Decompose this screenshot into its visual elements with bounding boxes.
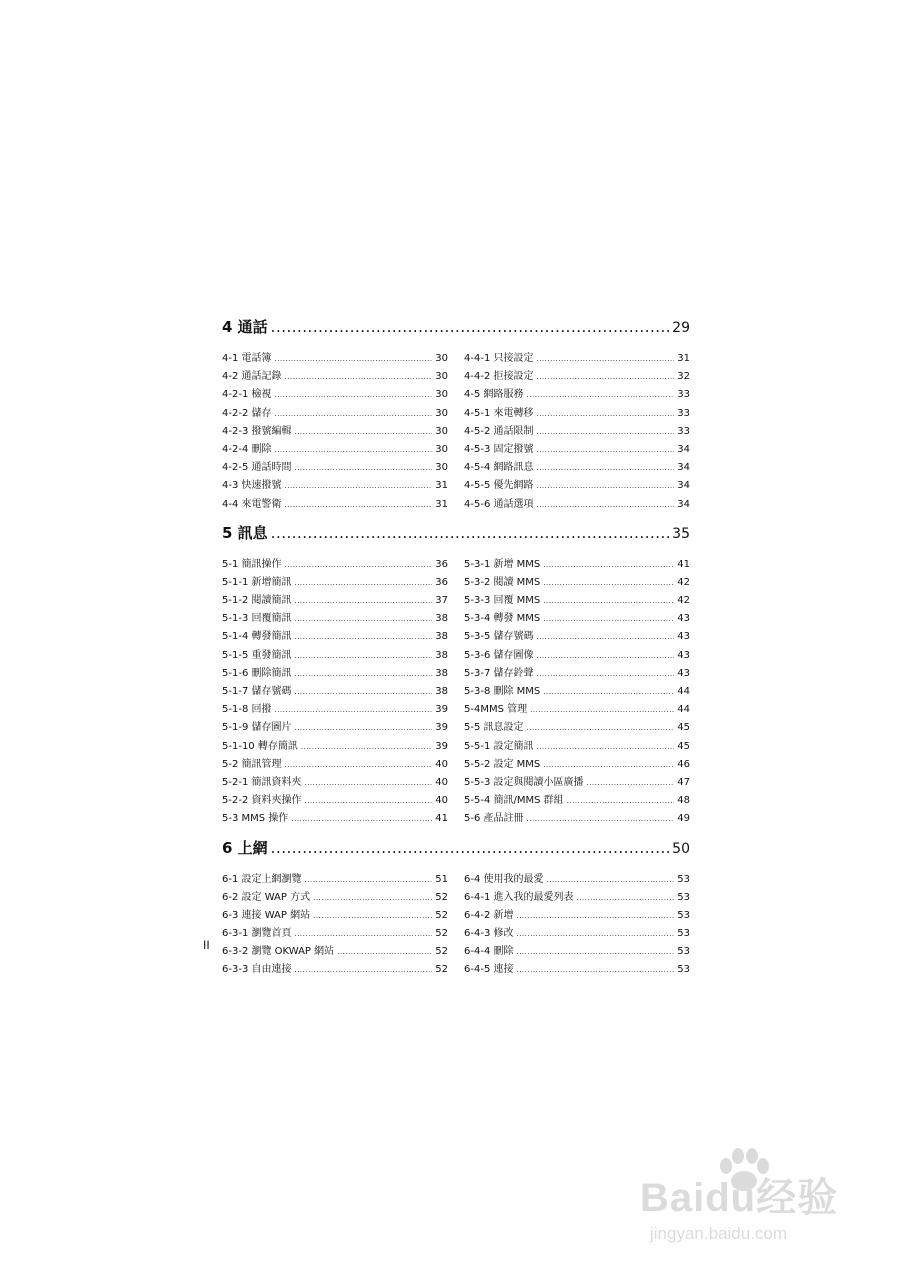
table-of-contents bbox=[222, 316, 690, 988]
leader-dots bbox=[536, 423, 674, 441]
entry-page: 34 bbox=[677, 498, 690, 510]
toc-entry bbox=[222, 925, 448, 943]
toc-entry bbox=[222, 628, 448, 646]
entry-page: 39 bbox=[435, 704, 448, 716]
toc-entry bbox=[464, 647, 690, 665]
entry-title: 5-3-1 新增 MMS bbox=[464, 558, 541, 570]
toc-entry bbox=[222, 477, 448, 495]
leader-dots bbox=[285, 496, 433, 514]
entry-title: 4-2-4 刪除 bbox=[222, 443, 272, 455]
entry-page: 43 bbox=[677, 613, 690, 625]
entry-title: 5-3-2 閱讀 MMS bbox=[464, 576, 541, 588]
watermark-brand: Baidu经验 bbox=[640, 1176, 839, 1220]
entry-title: 5-1 簡訊操作 bbox=[222, 558, 282, 570]
entry-title: 5-1-7 儲存號碼 bbox=[222, 686, 292, 697]
entry-page: 44 bbox=[677, 704, 690, 716]
toc-entry bbox=[222, 792, 448, 810]
leader-dots bbox=[294, 647, 432, 665]
entry-title: 4-5 網路服務 bbox=[464, 389, 524, 401]
entry-page: 38 bbox=[435, 667, 448, 679]
leader-dots bbox=[294, 592, 432, 610]
leader-dots bbox=[536, 477, 674, 495]
leader-dots bbox=[285, 368, 433, 386]
entry-page: 43 bbox=[677, 649, 690, 661]
entry-page: 38 bbox=[435, 631, 448, 643]
leader-dots bbox=[313, 907, 432, 925]
entry-page: 46 bbox=[677, 758, 690, 770]
entry-page: 30 bbox=[435, 462, 448, 474]
entry-title: 6-4-1 進入我的最愛列表 bbox=[464, 891, 574, 903]
leader-dots bbox=[536, 496, 674, 514]
entry-title: 5-5-4 簡訊/MMS 群組 bbox=[464, 795, 564, 807]
entry-title: 4-2-5 通話時間 bbox=[222, 462, 292, 474]
entry-title: 6-4-2 新增 bbox=[464, 909, 514, 921]
entry-page: 40 bbox=[435, 776, 448, 788]
entry-title: 5-1-10 轉存簡訊 bbox=[222, 740, 298, 752]
entry-title: 5-5 訊息設定 bbox=[464, 722, 524, 734]
entry-page: 45 bbox=[677, 740, 690, 752]
entry-title: 4-2-3 撥號編輯 bbox=[222, 425, 292, 437]
toc-entry bbox=[464, 477, 690, 495]
entry-page: 36 bbox=[435, 558, 448, 570]
toc-entry bbox=[464, 350, 690, 368]
toc-entry bbox=[464, 683, 690, 701]
leader-dots bbox=[274, 386, 432, 404]
entry-page: 41 bbox=[677, 558, 690, 570]
toc-entry bbox=[222, 907, 448, 925]
toc-entry bbox=[222, 368, 448, 386]
leader-dots bbox=[274, 701, 432, 719]
entry-title: 5-1-5 重發簡訊 bbox=[222, 649, 292, 661]
toc-entry bbox=[222, 774, 448, 792]
entry-title: 4-5-2 通話限制 bbox=[464, 425, 534, 437]
entry-page: 45 bbox=[677, 722, 690, 734]
entry-title: 5-3-3 回覆 MMS bbox=[464, 595, 541, 607]
entry-page: 41 bbox=[435, 813, 448, 825]
entry-title: 5-1-6 刪除簡訊 bbox=[222, 667, 292, 679]
entry-page: 37 bbox=[435, 595, 448, 607]
leader-dots bbox=[586, 774, 674, 792]
leader-dots bbox=[274, 405, 432, 423]
leader-dots bbox=[516, 961, 674, 979]
leader-dots bbox=[274, 441, 432, 459]
toc-entry bbox=[464, 925, 690, 943]
chapter-page: 50 bbox=[672, 840, 690, 857]
toc-entry bbox=[464, 556, 690, 574]
entry-title: 4-4-2 拒接設定 bbox=[464, 371, 534, 383]
leader-dots bbox=[294, 961, 432, 979]
entry-page: 30 bbox=[435, 371, 448, 383]
entry-page: 53 bbox=[677, 909, 690, 921]
entry-page: 30 bbox=[435, 407, 448, 419]
leader-dots bbox=[271, 839, 670, 857]
leader-dots bbox=[536, 738, 674, 756]
entry-page: 33 bbox=[677, 389, 690, 401]
entry-title: 5-3-6 儲存圖像 bbox=[464, 649, 534, 661]
entry-title: 4-1 電話簿 bbox=[222, 353, 272, 364]
entry-title: 5-2-1 簡訊資料夾 bbox=[222, 776, 302, 788]
entry-title: 5-5-3 設定與閱讀小區廣播 bbox=[464, 776, 584, 788]
toc-entry bbox=[464, 774, 690, 792]
chapter-entries bbox=[222, 350, 690, 514]
leader-dots bbox=[516, 943, 674, 961]
entry-title: 4-5-3 固定撥號 bbox=[464, 443, 534, 455]
entry-page: 39 bbox=[435, 722, 448, 734]
leader-dots bbox=[536, 441, 674, 459]
entry-page: 52 bbox=[435, 946, 448, 958]
toc-entry bbox=[464, 496, 690, 514]
chapter-page: 29 bbox=[672, 320, 690, 336]
toc-entry bbox=[464, 792, 690, 810]
entry-page: 53 bbox=[677, 873, 690, 885]
toc-entry bbox=[222, 423, 448, 441]
entry-title: 5-1-3 回覆簡訊 bbox=[222, 613, 292, 625]
chapter-heading bbox=[222, 837, 690, 859]
entry-page: 48 bbox=[677, 795, 690, 807]
leader-dots bbox=[543, 683, 674, 701]
leader-dots bbox=[304, 792, 432, 810]
chapter-entries bbox=[222, 556, 690, 829]
leader-dots bbox=[516, 925, 674, 943]
toc-entry bbox=[222, 871, 448, 889]
entry-page: 38 bbox=[435, 686, 448, 697]
toc-entry bbox=[222, 665, 448, 683]
leader-dots bbox=[543, 610, 674, 628]
entry-title: 6-4 使用我的最愛 bbox=[464, 873, 544, 885]
leader-dots bbox=[337, 943, 432, 961]
toc-entry bbox=[464, 610, 690, 628]
chapter-title: 6 上網 bbox=[222, 838, 268, 857]
entry-page: 51 bbox=[435, 873, 448, 885]
entry-page: 53 bbox=[677, 964, 690, 976]
toc-entry bbox=[464, 441, 690, 459]
entry-title: 5-3-7 儲存鈴聲 bbox=[464, 667, 534, 679]
entry-page: 52 bbox=[435, 909, 448, 921]
entry-title: 6-1 設定上網瀏覽 bbox=[222, 873, 302, 885]
leader-dots bbox=[285, 556, 433, 574]
entry-page: 32 bbox=[677, 371, 690, 383]
toc-entry bbox=[222, 610, 448, 628]
entry-page: 52 bbox=[435, 928, 448, 940]
leader-dots bbox=[536, 647, 674, 665]
entry-page: 42 bbox=[677, 595, 690, 607]
toc-entry bbox=[464, 459, 690, 477]
entry-title: 6-2 設定 WAP 方式 bbox=[222, 891, 311, 903]
entry-title: 4-3 快速撥號 bbox=[222, 480, 282, 492]
leader-dots bbox=[294, 628, 432, 646]
entry-title: 5-3-4 轉發 MMS bbox=[464, 613, 541, 625]
entry-page: 31 bbox=[435, 480, 448, 492]
toc-entry bbox=[464, 719, 690, 737]
chapter-page: 35 bbox=[672, 525, 690, 542]
toc-entry bbox=[222, 756, 448, 774]
leader-dots bbox=[576, 889, 674, 907]
toc-entry bbox=[464, 574, 690, 592]
entry-title: 4-4-1 只接設定 bbox=[464, 353, 534, 364]
leader-dots bbox=[527, 810, 675, 828]
entry-page: 53 bbox=[677, 946, 690, 958]
toc-entry bbox=[222, 701, 448, 719]
leader-dots bbox=[536, 459, 674, 477]
leader-dots bbox=[304, 774, 432, 792]
chapter-heading bbox=[222, 316, 690, 338]
toc-entry bbox=[464, 423, 690, 441]
toc-entry bbox=[222, 459, 448, 477]
toc-entry bbox=[222, 961, 448, 979]
entry-page: 53 bbox=[677, 891, 690, 903]
chapter-title: 5 訊息 bbox=[222, 523, 268, 542]
leader-dots bbox=[271, 318, 670, 336]
leader-dots bbox=[536, 368, 674, 386]
entry-page: 30 bbox=[435, 389, 448, 401]
entry-title: 4-4 來電警衛 bbox=[222, 498, 282, 510]
entry-title: 5-3-8 刪除 MMS bbox=[464, 686, 541, 697]
toc-entry bbox=[464, 405, 690, 423]
baidu-watermark bbox=[640, 1148, 880, 1258]
toc-entry bbox=[222, 556, 448, 574]
entry-page: 30 bbox=[435, 353, 448, 364]
leader-dots bbox=[543, 574, 674, 592]
leader-dots bbox=[301, 738, 432, 756]
leader-dots bbox=[275, 350, 433, 368]
leader-dots bbox=[516, 907, 674, 925]
entry-title: 4-2-2 儲存 bbox=[222, 407, 272, 419]
leader-dots bbox=[294, 683, 432, 701]
entry-title: 5-5-1 設定簡訊 bbox=[464, 740, 534, 752]
entry-title: 5-3 MMS 操作 bbox=[222, 813, 289, 825]
toc-entry bbox=[464, 738, 690, 756]
toc-entry bbox=[464, 889, 690, 907]
leader-dots bbox=[294, 665, 432, 683]
toc-entry bbox=[222, 405, 448, 423]
leader-dots bbox=[313, 889, 432, 907]
toc-entry bbox=[222, 574, 448, 592]
toc-entry bbox=[464, 592, 690, 610]
entry-page: 43 bbox=[677, 667, 690, 679]
entry-title: 5-1-1 新增簡訊 bbox=[222, 576, 292, 588]
leader-dots bbox=[536, 665, 674, 683]
leader-dots bbox=[305, 871, 433, 889]
entry-page: 52 bbox=[435, 891, 448, 903]
entry-page: 30 bbox=[435, 425, 448, 437]
toc-entry bbox=[222, 738, 448, 756]
entry-title: 5-4MMS 管理 bbox=[464, 704, 528, 716]
entry-title: 4-5-6 通話選項 bbox=[464, 498, 534, 510]
entry-title: 4-2 通話記錄 bbox=[222, 371, 282, 383]
leader-dots bbox=[527, 719, 675, 737]
toc-entry bbox=[464, 943, 690, 961]
entry-page: 31 bbox=[677, 353, 690, 364]
leader-dots bbox=[285, 756, 433, 774]
entry-title: 6-3-1 瀏覽首頁 bbox=[222, 928, 292, 940]
entry-title: 5-2 簡訊管理 bbox=[222, 758, 282, 770]
leader-dots bbox=[536, 405, 674, 423]
entry-page: 34 bbox=[677, 443, 690, 455]
leader-dots bbox=[527, 386, 675, 404]
leader-dots bbox=[543, 756, 674, 774]
entry-page: 38 bbox=[435, 613, 448, 625]
toc-entry bbox=[464, 701, 690, 719]
leader-dots bbox=[294, 459, 432, 477]
entry-page: 39 bbox=[435, 740, 448, 752]
toc-entry bbox=[222, 441, 448, 459]
entry-title: 4-5-1 來電轉移 bbox=[464, 407, 534, 419]
toc-entry bbox=[222, 647, 448, 665]
toc-entry bbox=[222, 943, 448, 961]
toc-entry bbox=[464, 810, 690, 828]
entry-page: 49 bbox=[677, 813, 690, 825]
watermark-url: jingyan.baidu.com bbox=[650, 1224, 788, 1243]
entry-title: 6-3-3 自由連接 bbox=[222, 964, 292, 976]
entry-page: 40 bbox=[435, 758, 448, 770]
toc-entry bbox=[222, 810, 448, 828]
leader-dots bbox=[291, 810, 432, 828]
entry-page: 52 bbox=[435, 964, 448, 976]
entry-title: 5-1-9 儲存圖片 bbox=[222, 722, 292, 734]
toc-entry bbox=[464, 756, 690, 774]
leader-dots bbox=[547, 871, 675, 889]
entry-title: 5-6 產品註冊 bbox=[464, 813, 524, 825]
entry-page: 30 bbox=[435, 443, 448, 455]
toc-entry bbox=[222, 889, 448, 907]
entry-page: 53 bbox=[677, 928, 690, 940]
toc-entry bbox=[464, 961, 690, 979]
toc-entry bbox=[222, 683, 448, 701]
chapter-entries bbox=[222, 871, 690, 980]
leader-dots bbox=[543, 592, 674, 610]
toc-entry bbox=[222, 592, 448, 610]
entry-title: 6-4-4 刪除 bbox=[464, 946, 514, 958]
entry-title: 5-5-2 設定 MMS bbox=[464, 758, 541, 770]
toc-entry bbox=[222, 350, 448, 368]
leader-dots bbox=[536, 350, 674, 368]
entry-title: 4-2-1 檢視 bbox=[222, 389, 272, 401]
entry-title: 6-3-2 瀏覽 OKWAP 網站 bbox=[222, 946, 335, 958]
toc-entry bbox=[464, 628, 690, 646]
entry-title: 5-1-8 回撥 bbox=[222, 704, 272, 716]
chapter-title: 4 通話 bbox=[222, 318, 268, 336]
entry-title: 6-3 連接 WAP 網站 bbox=[222, 909, 311, 921]
leader-dots bbox=[294, 925, 432, 943]
entry-page: 43 bbox=[677, 631, 690, 643]
entry-title: 6-4-3 修改 bbox=[464, 928, 514, 940]
toc-entry bbox=[464, 368, 690, 386]
toc-entry bbox=[464, 871, 690, 889]
leader-dots bbox=[567, 792, 675, 810]
entry-page: 36 bbox=[435, 576, 448, 588]
entry-title: 5-2-2 資料夾操作 bbox=[222, 795, 302, 807]
entry-page: 34 bbox=[677, 462, 690, 474]
leader-dots bbox=[285, 477, 433, 495]
leader-dots bbox=[271, 524, 670, 542]
leader-dots bbox=[294, 610, 432, 628]
toc-entry bbox=[464, 665, 690, 683]
toc-entry bbox=[222, 496, 448, 514]
toc-entry bbox=[222, 719, 448, 737]
leader-dots bbox=[294, 423, 432, 441]
entry-title: 4-5-4 網路訊息 bbox=[464, 462, 534, 474]
chapter-heading bbox=[222, 522, 690, 544]
leader-dots bbox=[530, 701, 674, 719]
entry-page: 33 bbox=[677, 425, 690, 437]
entry-page: 42 bbox=[677, 576, 690, 588]
leader-dots bbox=[543, 556, 674, 574]
page-number: II bbox=[203, 938, 210, 952]
toc-entry bbox=[464, 907, 690, 925]
entry-page: 44 bbox=[677, 686, 690, 697]
leader-dots bbox=[294, 719, 432, 737]
entry-page: 31 bbox=[435, 498, 448, 510]
entry-page: 34 bbox=[677, 480, 690, 492]
leader-dots bbox=[536, 628, 674, 646]
entry-title: 5-1-2 閱讀簡訊 bbox=[222, 595, 292, 607]
leader-dots bbox=[294, 574, 432, 592]
entry-title: 4-5-5 優先網路 bbox=[464, 480, 534, 492]
entry-page: 33 bbox=[677, 407, 690, 419]
entry-page: 40 bbox=[435, 795, 448, 807]
entry-title: 5-3-5 儲存號碼 bbox=[464, 631, 534, 643]
entry-title: 6-4-5 連接 bbox=[464, 964, 514, 976]
entry-page: 38 bbox=[435, 649, 448, 661]
toc-entry bbox=[464, 386, 690, 404]
entry-page: 47 bbox=[677, 776, 690, 788]
toc-entry bbox=[222, 386, 448, 404]
entry-title: 5-1-4 轉發簡訊 bbox=[222, 631, 292, 643]
